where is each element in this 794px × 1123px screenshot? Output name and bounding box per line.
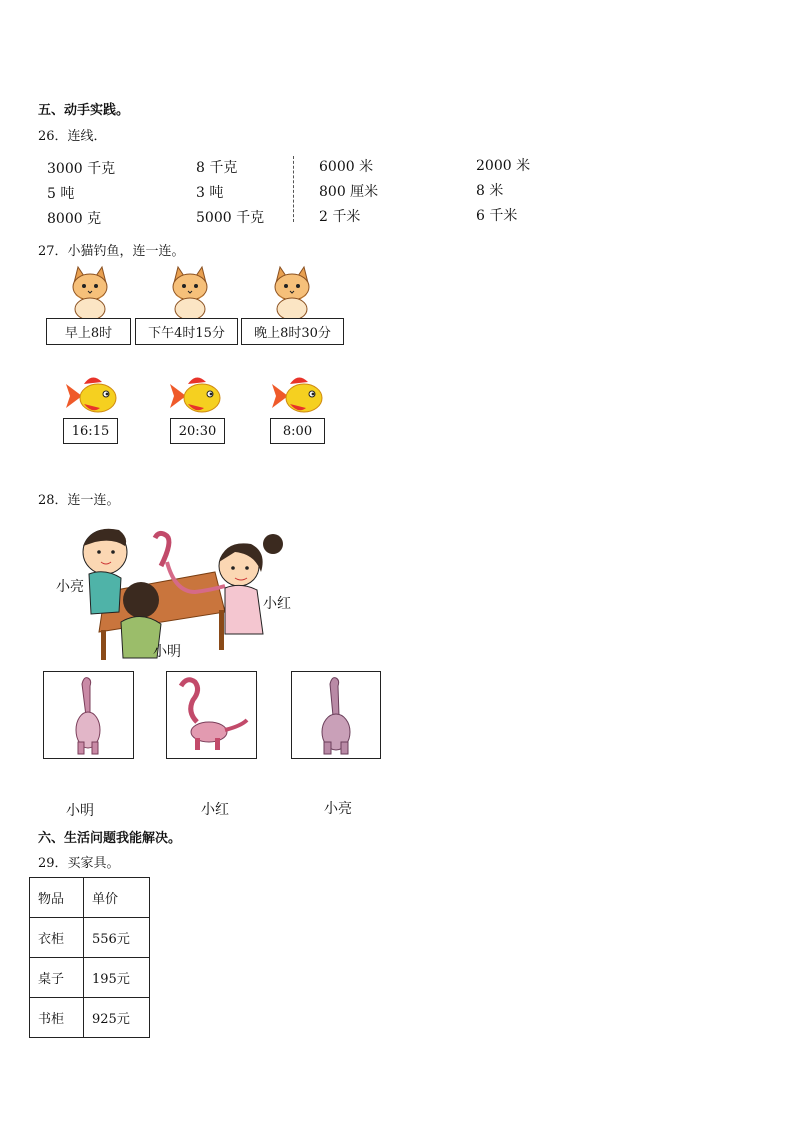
children-observing-dinosaur-illustration: [75, 522, 285, 660]
match-item: 5000 千克: [196, 210, 265, 226]
match-item: 5 吨: [47, 186, 75, 202]
scene-name-xiaoliang: 小亮: [56, 579, 84, 595]
table-row: [30, 918, 150, 958]
dinosaur-back-view-icon: [292, 672, 380, 758]
match-item: 2000 米: [476, 158, 531, 174]
view-name: 小亮: [324, 801, 352, 817]
dinosaur-view-frame: [43, 671, 134, 759]
table-cell: 556元: [84, 918, 150, 958]
dinosaur-front-view-icon: [44, 672, 133, 758]
view-name: 小明: [66, 803, 94, 819]
table-cell: 桌子: [30, 958, 84, 998]
table-header-cell: 单价: [84, 878, 150, 918]
table-cell: 195元: [84, 958, 150, 998]
match-item: 3 吨: [196, 185, 224, 201]
match-item: 3000 千克: [47, 161, 116, 177]
match-item: 2 千米: [319, 209, 361, 225]
match-item: 6 千米: [476, 208, 518, 224]
scene-name-xiaoming: 小明: [153, 644, 181, 660]
match-item: 800 厘米: [319, 184, 379, 200]
table-header-row: [30, 878, 150, 918]
question-29-title: 29．买家具。: [38, 856, 120, 871]
dinosaur-view-frame: [291, 671, 381, 759]
furniture-price-table: [29, 877, 150, 1038]
fish-icon: [268, 374, 326, 418]
table-cell: 衣柜: [30, 918, 84, 958]
match-item: 8 米: [476, 183, 504, 199]
section-five-title: 五、动手实践。: [38, 103, 130, 118]
cat-icon: [268, 265, 316, 319]
cat-time-label: 下午4时15分: [135, 318, 238, 345]
table-row: [30, 958, 150, 998]
cat-icon: [166, 265, 214, 319]
table-cell: 书柜: [30, 998, 84, 1038]
cat-time-label: 早上8时: [46, 318, 131, 345]
question-26-title: 26．连线．: [38, 129, 107, 144]
dashed-divider: [293, 156, 294, 222]
view-name: 小红: [201, 802, 229, 818]
dinosaur-side-view-icon: [167, 672, 256, 758]
fish-icon: [62, 374, 120, 418]
cat-time-label: 晚上8时30分: [241, 318, 344, 345]
section-six-title: 六、生活问题我能解决。: [38, 831, 182, 846]
fish-icon: [166, 374, 224, 418]
match-item: 8 千克: [196, 160, 238, 176]
fish-time-label: 8:00: [270, 418, 325, 444]
question-27-title: 27．小猫钓鱼，连一连。: [38, 244, 185, 259]
dinosaur-view-frame: [166, 671, 257, 759]
match-item: 6000 米: [319, 159, 374, 175]
table-cell: 925元: [84, 998, 150, 1038]
fish-time-label: 20:30: [170, 418, 225, 444]
cat-icon: [66, 265, 114, 319]
question-28-title: 28．连一连。: [38, 493, 120, 508]
table-header-cell: 物品: [30, 878, 84, 918]
fish-time-label: 16:15: [63, 418, 118, 444]
match-item: 8000 克: [47, 211, 102, 227]
scene-name-xiaohong: 小红: [263, 596, 291, 612]
table-row: [30, 998, 150, 1038]
